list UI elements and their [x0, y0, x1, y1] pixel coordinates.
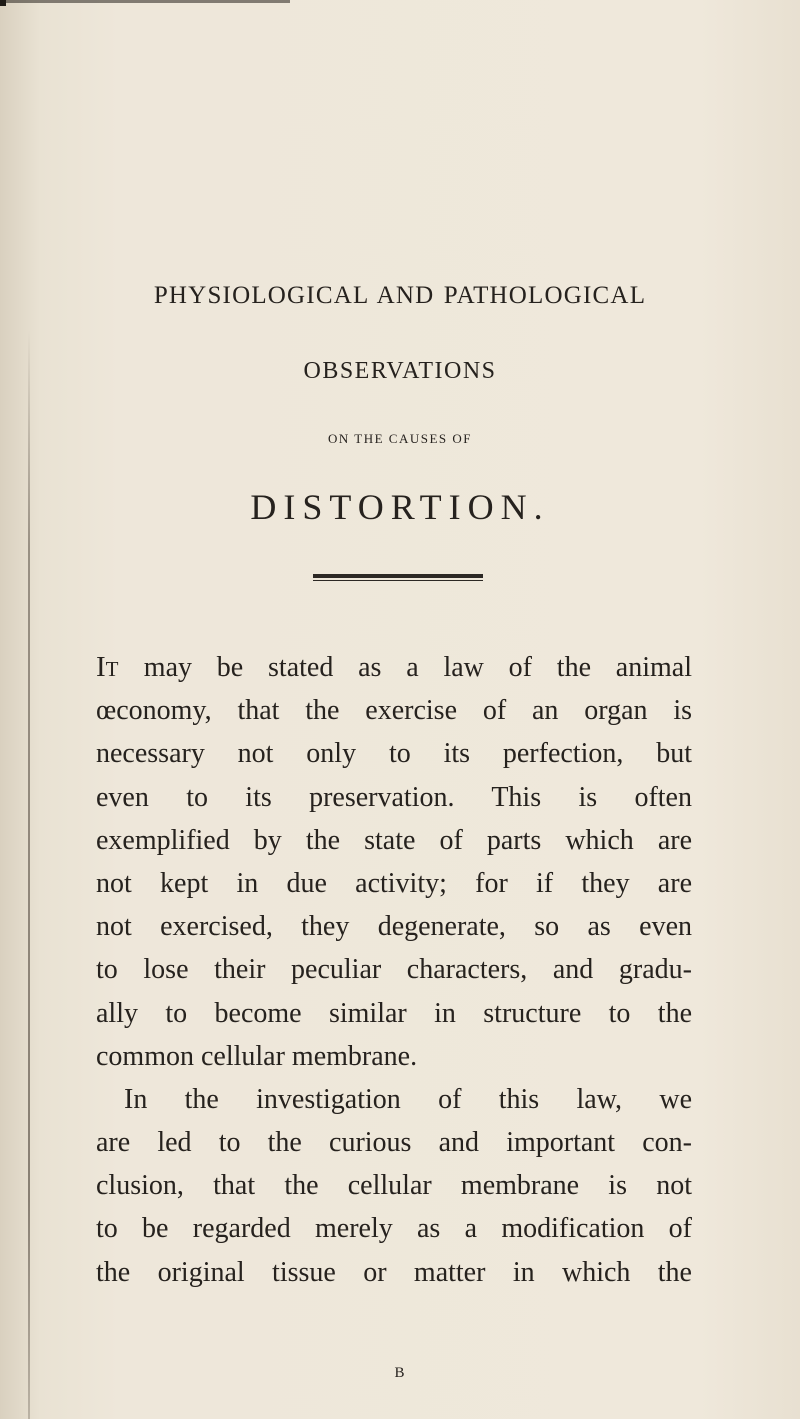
initial-smallcap: T — [105, 657, 119, 681]
text-line-8: to lose their peculiar characters, and gradu- — [96, 954, 692, 986]
initial-letter: I — [96, 651, 106, 683]
text-line-13: clusion, that the cellular membrane is not — [96, 1170, 692, 1202]
text-line-2: œconomy, that the exercise of an organ is — [96, 695, 692, 727]
title-line-1: PHYSIOLOGICAL AND PATHOLOGICAL — [153, 282, 647, 309]
signature-mark: B — [394, 1365, 406, 1381]
corner-mark — [0, 0, 6, 6]
text-line-5: exemplified by the state of parts which are — [96, 824, 692, 856]
body-text — [96, 646, 692, 1294]
title-rule-thick — [313, 574, 483, 578]
text-line-10: common cellular membrane. — [96, 1040, 418, 1072]
title-line-2: OBSERVATIONS — [303, 358, 497, 384]
page-top-edge — [0, 0, 290, 3]
text-line-11: In the investigation of this law, we — [124, 1083, 692, 1115]
text-line-3: necessary not only to its perfection, but — [96, 738, 692, 770]
title-rule-thin — [313, 580, 483, 581]
text-line-6: not kept in due activity; for if they are — [96, 867, 692, 899]
text-line-9: ally to become similar in structure to the — [96, 997, 692, 1029]
text-line-1 — [96, 646, 692, 689]
text-line-4: even to its preservation. This is often — [96, 781, 692, 813]
binding-gutter — [28, 330, 30, 1419]
text-line-7: not exercised, they degenerate, so as even — [96, 911, 692, 943]
text-line-15: the original tissue or matter in which the — [96, 1256, 692, 1288]
title-line-4: DISTORTION. — [250, 487, 550, 527]
text-line-1-rest: may be stated as a law of the animal — [119, 652, 692, 683]
title-line-3: ON THE CAUSES OF — [327, 431, 473, 446]
text-line-14: to be regarded merely as a modification of — [96, 1213, 692, 1245]
text-line-12: are led to the curious and important con- — [96, 1127, 692, 1159]
